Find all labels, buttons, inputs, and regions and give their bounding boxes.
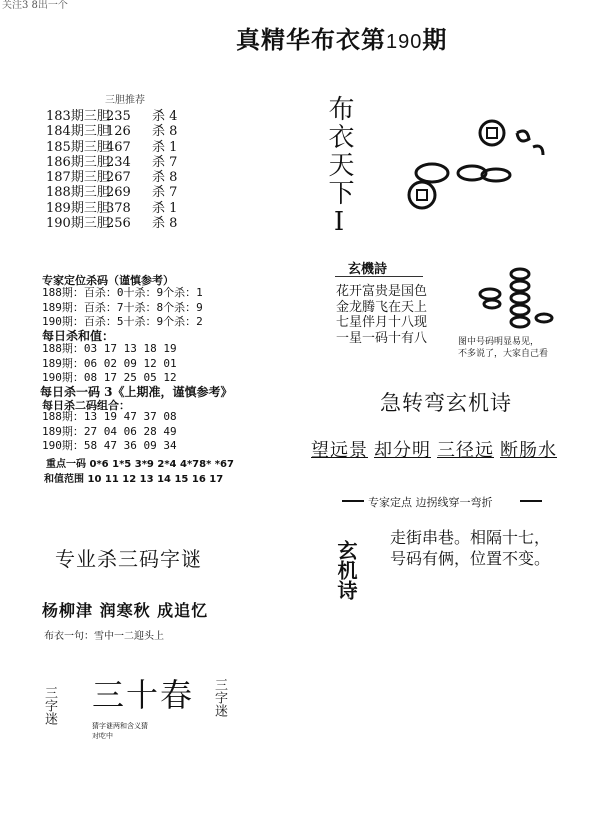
hezhi-list — [42, 342, 177, 386]
coin-icon — [536, 314, 552, 322]
coin-icon — [517, 131, 529, 141]
coin-icon — [480, 289, 500, 299]
coin-icon — [480, 121, 504, 145]
hezhi-range-line: 和值范围 10 11 12 13 14 15 16 17 — [44, 474, 224, 485]
sandan-header: 三胆推荐 — [105, 95, 145, 106]
buyi-one-line: 布衣一句：雪中一二迎头上 — [44, 631, 164, 642]
coin-icon — [511, 281, 529, 291]
wang-item: 却分明 — [374, 440, 431, 461]
sandan-row: 190期三胆256 杀 8 — [46, 216, 178, 232]
sandan-row: 185期三胆467 杀 1 — [46, 139, 178, 155]
stacked-coins-illustration — [470, 266, 560, 334]
sandan-row: 184期三胆126 杀 8 — [46, 124, 178, 140]
sandan-list — [46, 109, 177, 231]
note-line: 不多说了，大家自己看 — [458, 349, 549, 359]
note-line: 图中号码明显易见， — [458, 337, 540, 347]
sanzimi-right: 三字迷 — [212, 678, 227, 717]
expert-kill-row: 188期：百杀：0十杀：9个杀：1 — [42, 286, 203, 299]
wang-item: 望远景 — [311, 440, 368, 461]
wang-line — [311, 436, 563, 462]
poem-line: 号码有俩，位置不变。 — [390, 549, 551, 568]
poem-line: 七星伴月十八现 — [336, 315, 428, 330]
poem-line: 金龙腾飞在天上 — [336, 299, 428, 315]
coin-icon — [409, 182, 435, 208]
coin-hole — [417, 190, 427, 200]
wang-item: 三径远 — [437, 440, 494, 461]
coins-illustration — [400, 115, 560, 215]
title-issue-number: 190 — [386, 31, 423, 53]
expert-kill-header: 专家定位杀码（谨慎参考） — [42, 274, 174, 287]
clue-line: 对吃中 — [92, 732, 113, 740]
hezhi-header: 每日杀和值： — [42, 329, 115, 343]
poem-line: 一星一码十有八 — [336, 330, 428, 346]
buyi-tianxia: 布衣天下Ⅰ — [324, 95, 354, 239]
poem-line: 走街串巷。相隔十七， — [390, 528, 551, 547]
coin-icon — [511, 293, 529, 303]
sandan-row: 183期三胆235 杀 4 — [46, 109, 178, 124]
hezhi-row: 189期：06 02 09 12 01 — [42, 356, 177, 370]
sandan-row: 186期三胆234 杀 7 — [46, 154, 178, 170]
xuanji-poem — [336, 284, 427, 346]
sandan-row: 188期三胆269 杀 7 — [46, 185, 178, 201]
jizhuanwan-title: 急转弯玄机诗 — [380, 391, 512, 415]
top-note: 关注3 8出一个 — [2, 0, 68, 11]
title-main: 真精华布衣第 — [236, 25, 386, 54]
coin-icon — [533, 146, 543, 155]
jiexiang-poem — [390, 527, 550, 569]
coin-icon — [511, 317, 529, 327]
xuanji-title: 玄機詩 — [348, 262, 388, 277]
sanzimi-left: 三字迷 — [42, 686, 57, 725]
zhuanye-title: 专业杀三码字谜 — [55, 547, 202, 571]
erma-row: 190期：58 47 36 09 34 — [42, 439, 177, 452]
title-tail: 期 — [422, 25, 448, 54]
coin-icon — [484, 300, 500, 308]
wang-item: 断肠水 — [500, 440, 557, 461]
page-title — [236, 20, 447, 55]
riddle-clue — [92, 721, 148, 741]
zjdw-rule-right — [520, 500, 542, 502]
hezhi-row: 188期：03 17 13 18 19 — [42, 342, 177, 355]
yima-header: 每日杀一码 3《上期准，谨慎参考》 — [40, 385, 233, 399]
poem-line: 花开富贵是国色 — [336, 284, 428, 299]
expert-kill-row: 189期：百杀：7十杀：8个杀：9 — [42, 300, 203, 314]
expert-kill-list — [42, 286, 203, 330]
xuanji-divider — [335, 276, 423, 277]
expert-kill-row: 190期：百杀：5十杀：9个杀：2 — [42, 315, 203, 328]
erma-list — [42, 410, 177, 454]
sandan-row: 187期三胆267 杀 8 — [46, 170, 178, 186]
erma-row: 189期：27 04 06 28 49 — [42, 424, 177, 438]
clue-line: 猜字谜两和含义猜 — [92, 722, 148, 730]
sandan-row: 189期三胆378 杀 1 — [46, 200, 178, 216]
yangliu-line: 杨柳津 润寒秋 成追忆 — [42, 601, 209, 620]
picture-note — [458, 336, 548, 360]
coin-hole — [487, 128, 497, 138]
hezhi-row: 190期：08 17 25 05 12 — [42, 371, 177, 384]
expert-point-line: 专家定点 边拐线穿一弯折 — [368, 496, 493, 509]
sanshichun-riddle: 三十春 — [92, 676, 195, 714]
coin-icon — [416, 164, 448, 182]
coin-icon — [511, 305, 529, 315]
erma-header: 每日杀二码组合： — [42, 399, 130, 412]
vertical-xuanji: 玄机诗 — [334, 540, 358, 600]
zhongdian-line: 重点一码 0*6 1*5 3*9 2*4 4*78* *67 — [46, 459, 234, 470]
erma-row: 188期：13 19 47 37 08 — [42, 410, 177, 423]
coin-icon — [511, 269, 529, 279]
zjdw-rule-left — [342, 500, 364, 502]
